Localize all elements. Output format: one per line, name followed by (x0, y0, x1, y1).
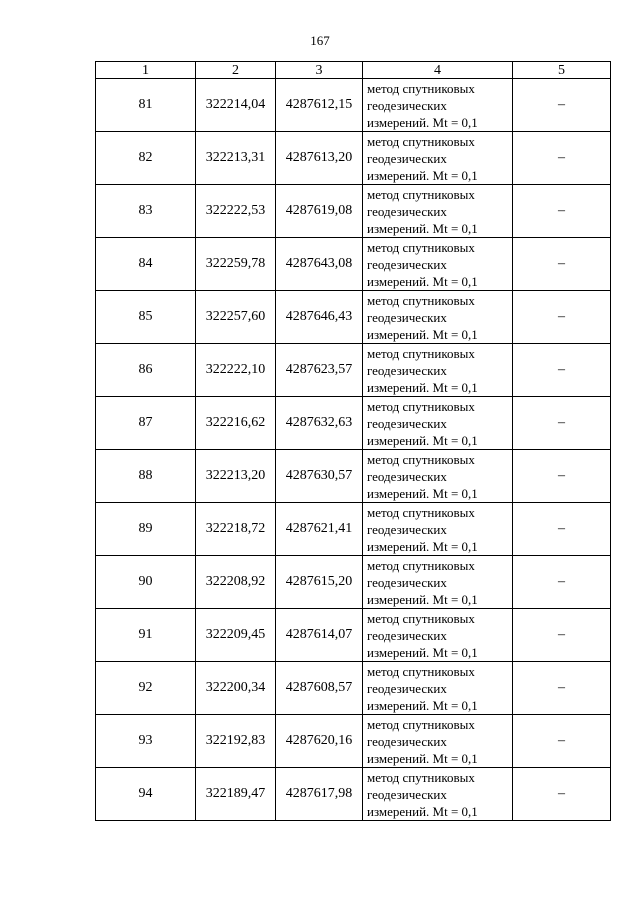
note-dash: – (513, 185, 611, 238)
method-description (363, 609, 513, 662)
method-line: метод спутниковых (367, 451, 475, 467)
point-number: 81 (96, 79, 196, 132)
coordinate-y: 4287623,57 (276, 344, 363, 397)
method-line: измерений. Mt = 0,1 (367, 485, 478, 501)
method-line: метод спутниковых (367, 610, 475, 626)
method-description (363, 185, 513, 238)
table-body (96, 79, 611, 821)
method-line: метод спутниковых (367, 663, 475, 679)
coordinate-x: 322257,60 (196, 291, 276, 344)
coordinate-y: 4287621,41 (276, 503, 363, 556)
method-line: измерений. Mt = 0,1 (367, 326, 478, 342)
method-line: метод спутниковых (367, 292, 475, 308)
method-line: метод спутниковых (367, 769, 475, 785)
point-number: 89 (96, 503, 196, 556)
method-line: метод спутниковых (367, 345, 475, 361)
method-line: метод спутниковых (367, 398, 475, 414)
method-line: геодезических (367, 733, 447, 749)
method-line: измерений. Mt = 0,1 (367, 644, 478, 660)
method-description (363, 397, 513, 450)
coordinate-x: 322216,62 (196, 397, 276, 450)
method-description (363, 132, 513, 185)
coordinate-y: 4287615,20 (276, 556, 363, 609)
table-row (96, 715, 611, 768)
point-number: 94 (96, 768, 196, 821)
table-row (96, 450, 611, 503)
method-description (363, 291, 513, 344)
method-description (363, 768, 513, 821)
note-dash: – (513, 450, 611, 503)
coordinate-x: 322208,92 (196, 556, 276, 609)
method-description (363, 79, 513, 132)
method-line: измерений. Mt = 0,1 (367, 538, 478, 554)
coordinate-y: 4287632,63 (276, 397, 363, 450)
note-dash: – (513, 609, 611, 662)
method-line: геодезических (367, 362, 447, 378)
table-row (96, 291, 611, 344)
coordinate-x: 322259,78 (196, 238, 276, 291)
method-line: геодезических (367, 256, 447, 272)
coordinate-y: 4287613,20 (276, 132, 363, 185)
note-dash: – (513, 556, 611, 609)
method-line: измерений. Mt = 0,1 (367, 750, 478, 766)
note-dash: – (513, 344, 611, 397)
point-number: 82 (96, 132, 196, 185)
table-row (96, 556, 611, 609)
method-description (363, 344, 513, 397)
method-line: измерений. Mt = 0,1 (367, 591, 478, 607)
column-header-4: 4 (363, 62, 513, 79)
coordinate-y: 4287608,57 (276, 662, 363, 715)
point-number: 88 (96, 450, 196, 503)
method-line: измерений. Mt = 0,1 (367, 432, 478, 448)
coordinate-x: 322213,31 (196, 132, 276, 185)
method-line: геодезических (367, 150, 447, 166)
method-line: метод спутниковых (367, 133, 475, 149)
method-line: измерений. Mt = 0,1 (367, 379, 478, 395)
coordinate-y: 4287643,08 (276, 238, 363, 291)
coordinates-table (95, 61, 611, 821)
point-number: 92 (96, 662, 196, 715)
table-header (96, 62, 611, 79)
note-dash: – (513, 291, 611, 344)
point-number: 93 (96, 715, 196, 768)
method-description (363, 662, 513, 715)
method-description (363, 715, 513, 768)
method-line: геодезических (367, 203, 447, 219)
note-dash: – (513, 397, 611, 450)
method-line: геодезических (367, 786, 447, 802)
method-line: геодезических (367, 415, 447, 431)
coordinate-y: 4287614,07 (276, 609, 363, 662)
method-line: метод спутниковых (367, 504, 475, 520)
method-line: геодезических (367, 521, 447, 537)
table-row (96, 132, 611, 185)
note-dash: – (513, 132, 611, 185)
coordinate-y: 4287612,15 (276, 79, 363, 132)
note-dash: – (513, 238, 611, 291)
coordinate-y: 4287620,16 (276, 715, 363, 768)
note-dash: – (513, 503, 611, 556)
table-row (96, 238, 611, 291)
column-header-2: 2 (196, 62, 276, 79)
method-line: геодезических (367, 574, 447, 590)
coordinate-x: 322214,04 (196, 79, 276, 132)
method-line: геодезических (367, 468, 447, 484)
method-line: измерений. Mt = 0,1 (367, 167, 478, 183)
note-dash: – (513, 662, 611, 715)
method-line: метод спутниковых (367, 186, 475, 202)
note-dash: – (513, 768, 611, 821)
coordinate-y: 4287617,98 (276, 768, 363, 821)
method-description (363, 503, 513, 556)
method-line: метод спутниковых (367, 80, 475, 96)
table-row (96, 344, 611, 397)
method-line: метод спутниковых (367, 716, 475, 732)
method-line: измерений. Mt = 0,1 (367, 114, 478, 130)
table-row (96, 503, 611, 556)
method-line: геодезических (367, 627, 447, 643)
table-row (96, 662, 611, 715)
point-number: 90 (96, 556, 196, 609)
point-number: 86 (96, 344, 196, 397)
coordinate-x: 322192,83 (196, 715, 276, 768)
method-line: измерений. Mt = 0,1 (367, 273, 478, 289)
table-row (96, 397, 611, 450)
coordinate-x: 322213,20 (196, 450, 276, 503)
method-line: измерений. Mt = 0,1 (367, 803, 478, 819)
table-row (96, 609, 611, 662)
method-line: геодезических (367, 309, 447, 325)
note-dash: – (513, 715, 611, 768)
method-line: метод спутниковых (367, 239, 475, 255)
column-header-1: 1 (96, 62, 196, 79)
method-line: измерений. Mt = 0,1 (367, 220, 478, 236)
table-row (96, 768, 611, 821)
header-row (96, 62, 611, 79)
coordinate-x: 322222,10 (196, 344, 276, 397)
table-row (96, 79, 611, 132)
coordinate-x: 322218,72 (196, 503, 276, 556)
note-dash: – (513, 79, 611, 132)
method-line: геодезических (367, 680, 447, 696)
method-description (363, 556, 513, 609)
coordinate-x: 322222,53 (196, 185, 276, 238)
coordinate-x: 322189,47 (196, 768, 276, 821)
point-number: 87 (96, 397, 196, 450)
table-row (96, 185, 611, 238)
point-number: 91 (96, 609, 196, 662)
point-number: 84 (96, 238, 196, 291)
method-description (363, 450, 513, 503)
column-header-5: 5 (513, 62, 611, 79)
page-number: 167 (310, 33, 330, 48)
point-number: 85 (96, 291, 196, 344)
coordinate-x: 322209,45 (196, 609, 276, 662)
method-line: измерений. Mt = 0,1 (367, 697, 478, 713)
method-description (363, 238, 513, 291)
column-header-3: 3 (276, 62, 363, 79)
method-line: геодезических (367, 97, 447, 113)
coordinate-y: 4287630,57 (276, 450, 363, 503)
coordinate-y: 4287619,08 (276, 185, 363, 238)
coordinate-y: 4287646,43 (276, 291, 363, 344)
point-number: 83 (96, 185, 196, 238)
coordinate-x: 322200,34 (196, 662, 276, 715)
method-line: метод спутниковых (367, 557, 475, 573)
